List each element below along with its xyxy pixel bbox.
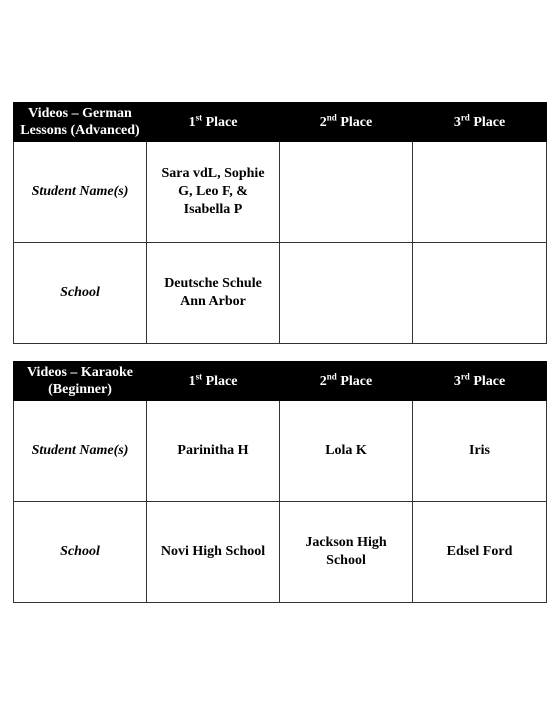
second-place-heading	[280, 103, 413, 142]
place-word: Place	[205, 373, 238, 389]
third-place-school	[413, 243, 547, 344]
place-word: Place	[340, 114, 373, 130]
place-suffix: st	[195, 370, 203, 381]
student-names-row	[14, 401, 547, 502]
place-word: Place	[473, 373, 506, 389]
third-place-school: Edsel Ford	[413, 502, 547, 603]
karaoke-results-table	[13, 361, 547, 603]
first-place-students: Parinitha H	[147, 401, 280, 502]
student-names-row	[14, 142, 547, 243]
place-suffix: nd	[326, 370, 337, 381]
place-number: 3	[453, 373, 461, 389]
second-place-school	[280, 243, 413, 344]
category-heading: Videos – German Lessons (Advanced)	[14, 103, 147, 142]
category-heading: Videos – Karaoke (Beginner)	[14, 362, 147, 401]
place-word: Place	[205, 114, 238, 130]
place-number: 2	[319, 373, 327, 389]
row-label-student-names: Student Name(s)	[14, 142, 147, 243]
first-place-heading	[147, 103, 280, 142]
german-lessons-results-table	[13, 102, 547, 344]
school-row	[14, 502, 547, 603]
third-place-heading	[413, 103, 547, 142]
first-place-school: Deutsche Schule Ann Arbor	[147, 243, 280, 344]
school-row	[14, 243, 547, 344]
place-suffix: st	[195, 111, 203, 122]
third-place-students: Iris	[413, 401, 547, 502]
place-word: Place	[473, 114, 506, 130]
place-suffix: nd	[326, 111, 337, 122]
second-place-students	[280, 142, 413, 243]
row-label-student-names: Student Name(s)	[14, 401, 147, 502]
third-place-students	[413, 142, 547, 243]
first-place-students: Sara vdL, Sophie G, Leo F, & Isabella P	[147, 142, 280, 243]
second-place-heading	[280, 362, 413, 401]
first-place-school: Novi High School	[147, 502, 280, 603]
place-suffix: rd	[460, 370, 470, 381]
row-label-school: School	[14, 243, 147, 344]
row-label-school: School	[14, 502, 147, 603]
first-place-heading	[147, 362, 280, 401]
place-number: 1	[188, 373, 196, 389]
place-word: Place	[340, 373, 373, 389]
header-row	[14, 103, 547, 142]
place-number: 3	[453, 114, 461, 130]
place-number: 2	[319, 114, 327, 130]
header-row	[14, 362, 547, 401]
place-suffix: rd	[460, 111, 470, 122]
third-place-heading	[413, 362, 547, 401]
second-place-school: Jackson High School	[280, 502, 413, 603]
place-number: 1	[188, 114, 196, 130]
second-place-students: Lola K	[280, 401, 413, 502]
